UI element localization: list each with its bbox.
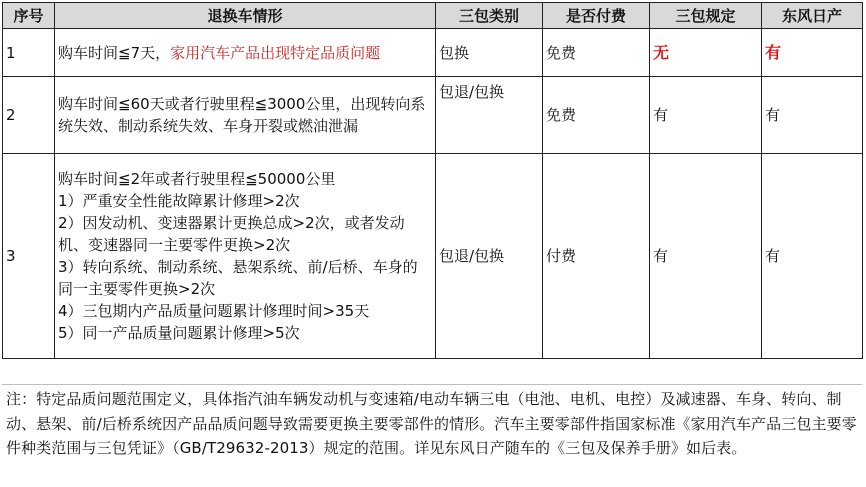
header-no: 序号 xyxy=(3,3,55,29)
situation-highlight-text: 家用汽车产品出现特定品质问题 xyxy=(170,43,381,62)
row-situation xyxy=(55,154,436,359)
condition-line: 4）三包期内产品质量问题累计修理时间>35天 xyxy=(58,302,370,320)
row-regulation: 有 xyxy=(650,77,762,154)
row-situation xyxy=(55,29,436,77)
row-dongfeng xyxy=(762,29,863,77)
table-header-row xyxy=(3,3,863,29)
header-situation: 退换车情形 xyxy=(55,3,436,29)
condition-line: 3）转向系统、制动系统、悬架系统、前/后桥、车身的同一主要零件更换>2次 xyxy=(58,258,418,298)
row-payment: 付费 xyxy=(543,154,650,359)
condition-line: 2）因发动机、变速器累计更换总成>2次，或者发动机、变速器同一主要零件更换>2次 xyxy=(58,214,405,254)
row-no: 2 xyxy=(3,77,55,154)
regulation-value: 无 xyxy=(653,42,670,62)
row-no: 1 xyxy=(3,29,55,77)
row-dongfeng: 有 xyxy=(762,77,863,154)
warranty-table-container xyxy=(2,2,862,359)
row-regulation: 有 xyxy=(650,154,762,359)
table-row xyxy=(3,77,863,154)
condition-line: 1）严重安全性能故障累计修理>2次 xyxy=(58,192,300,210)
table-row xyxy=(3,154,863,359)
condition-line: 购车时间≦2年或者行驶里程≦50000公里 xyxy=(58,170,336,188)
row-regulation xyxy=(650,29,762,77)
header-regulation: 三包规定 xyxy=(650,3,762,29)
table-row xyxy=(3,29,863,77)
row-category: 包换 xyxy=(436,29,543,77)
footnote: 注：特定品质问题范围定义，具体指汽油车辆发动机与变速箱/电动车辆三电（电池、电机、电控）及减速器、车身、转向、制动、悬架、前/后桥系统因产品品质问题导致需要更换主要零部件的情形。汽车主要零部件指国家标准《家用汽车产品三包主要零件种类范围与三包凭证》（GB/T29632-2013）规定的范围。详见东风日产随车的《三包及保养手册》如后表。 xyxy=(2,384,862,463)
row-situation: 购车时间≦60天或者行驶里程≦3000公里，出现转向系统失效、制动系统失效、车身开裂或燃油泄漏 xyxy=(55,77,436,154)
warranty-table xyxy=(2,2,863,359)
header-dongfeng: 东风日产 xyxy=(762,3,863,29)
situation-text: 购车时间≦7天， xyxy=(58,43,171,62)
row-dongfeng: 有 xyxy=(762,154,863,359)
header-category: 三包类别 xyxy=(436,3,543,29)
dongfeng-value: 有 xyxy=(765,42,782,62)
row-category: 包退/包换 xyxy=(436,77,543,154)
row-category: 包退/包换 xyxy=(436,154,543,359)
row-payment: 免费 xyxy=(543,29,650,77)
header-payment: 是否付费 xyxy=(543,3,650,29)
condition-line: 5）同一产品质量问题累计修理>5次 xyxy=(58,324,300,342)
row-payment: 免费 xyxy=(543,77,650,154)
row-no: 3 xyxy=(3,154,55,359)
